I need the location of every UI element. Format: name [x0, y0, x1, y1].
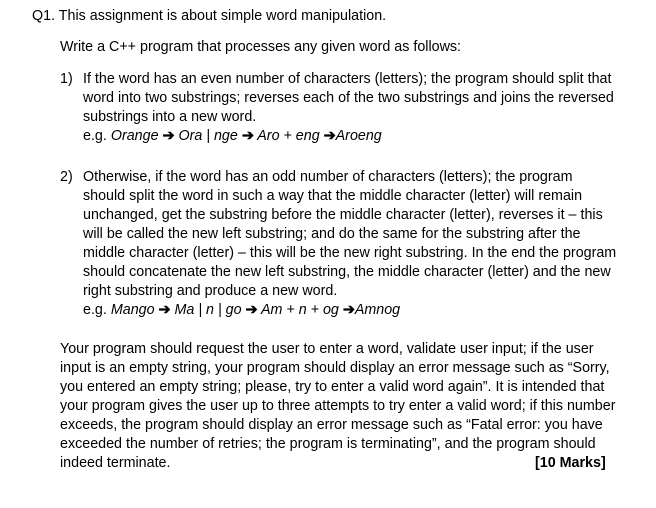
final-line-6: exceeded the number of retries; the program is terminating”, and the program should	[60, 436, 596, 452]
arrow-icon: ➔	[162, 128, 175, 144]
item1-line-1: If the word has an even number of characters (letters); the program should split that	[83, 71, 612, 87]
item2-line-1: Otherwise, if the word has an odd number of characters (letters); the program	[83, 169, 573, 185]
example-part: Ma | n | go	[174, 302, 242, 318]
item2-line-7: right substring and produce a new word.	[83, 283, 338, 299]
item1-example	[83, 127, 382, 146]
example-part: Amnog	[354, 302, 401, 318]
marks-label: [10 Marks]	[535, 455, 606, 471]
item2-line-3: unchanged, get the substring before the middle character (letter), reverses it – this	[83, 207, 603, 223]
arrow-icon: ➔	[323, 128, 336, 144]
final-line-4: your program gives the user up to three attempts to try enter a valid word; if this number	[60, 398, 616, 414]
example-part: Orange	[110, 128, 159, 144]
arrow-icon: ➔	[245, 302, 258, 318]
example-part: Aroeng	[335, 128, 382, 144]
final-line-7: indeed terminate.	[60, 455, 171, 471]
item1-number: 1)	[60, 71, 73, 87]
item1-line-2: word into two substrings; reverses each of the two substrings and joins the reversed	[83, 90, 614, 106]
question-title: Q1. This assignment is about simple word manipulation.	[32, 8, 387, 24]
intro-text: Write a C++ program that processes any given word as follows:	[60, 39, 462, 55]
final-line-2: input is an empty string, your program should display an error message such as “Sorry,	[60, 360, 610, 376]
example-part: Ora | nge	[178, 128, 238, 144]
example-lead: e.g.	[83, 128, 107, 144]
example-part: Mango	[110, 302, 155, 318]
arrow-icon: ➔	[241, 128, 254, 144]
arrow-icon: ➔	[158, 302, 171, 318]
item2-line-4: will be called the new left substring; and do the same for the substring after the	[83, 226, 581, 242]
example-part: Am + n + og	[260, 302, 339, 318]
arrow-icon: ➔	[342, 302, 355, 318]
item2-line-6: should concatenate the new left substring, the middle character (letter) and the new	[83, 264, 611, 280]
example-part: Aro + eng	[257, 128, 320, 144]
item2-line-5: middle character (letter) – this will be the new right substring. In the end the program	[83, 245, 617, 261]
item2-line-2: should split the word in such a way that the middle character (letter) will remain	[83, 188, 583, 204]
final-line-1: Your program should request the user to enter a word, validate user input; if the user	[60, 341, 594, 357]
final-line-3: you entered an empty string; please, try to enter a valid word again”. It is intended that	[60, 379, 605, 395]
item2-number: 2)	[60, 169, 73, 185]
example-lead: e.g.	[83, 302, 107, 318]
item2-example	[83, 301, 400, 320]
item1-line-3: substrings into a new word.	[83, 109, 257, 125]
final-line-5: exceeds, the program should display an error message such as “Fatal error: you have	[60, 417, 603, 433]
